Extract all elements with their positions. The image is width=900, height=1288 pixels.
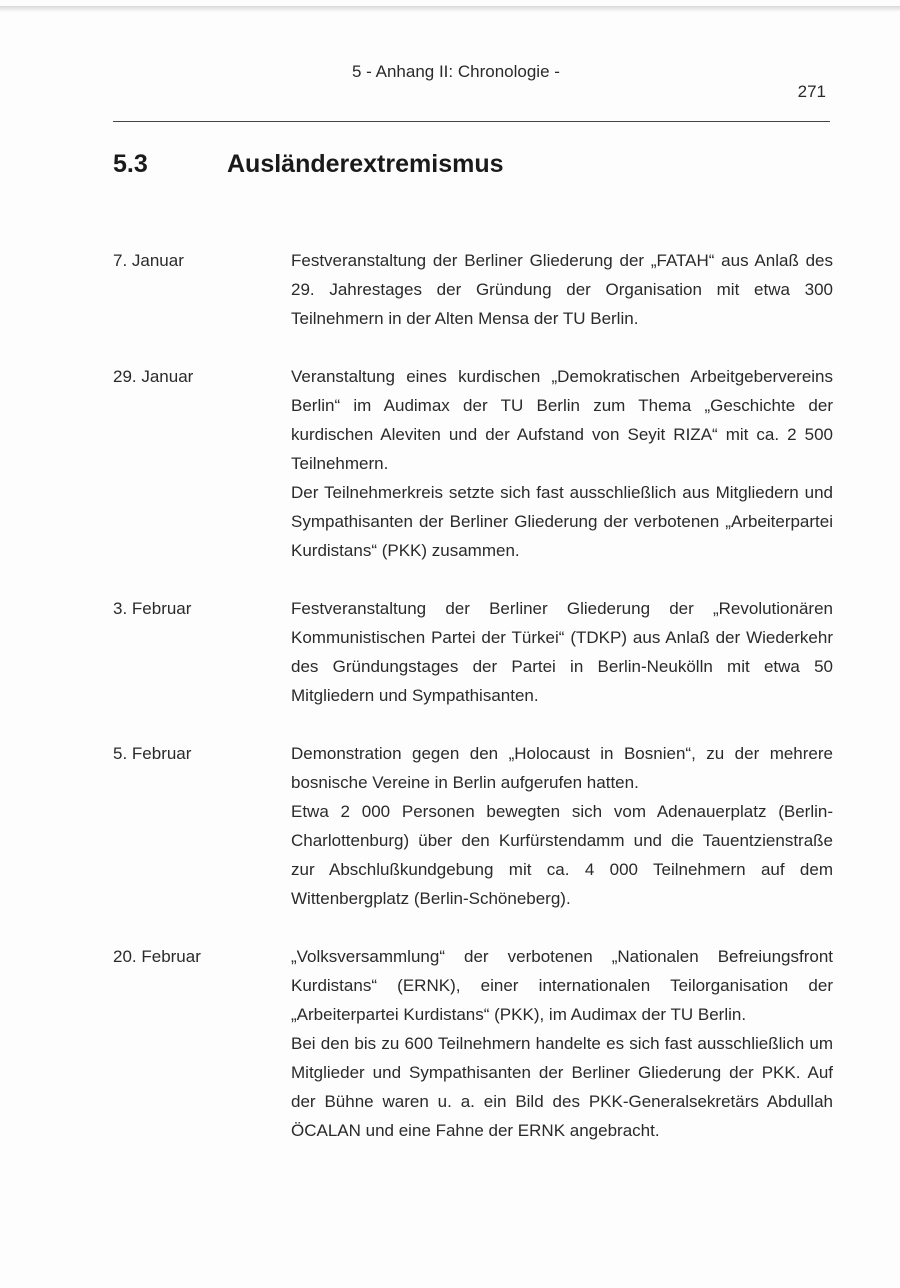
chronology-entry — [113, 594, 833, 710]
entry-date: 20. Februar — [113, 947, 201, 966]
chronology-entry — [113, 362, 833, 565]
entry-body — [291, 942, 833, 1145]
entry-paragraph: „Volksversammlung“ der verbotenen „Nationalen Befreiungsfront Kurdistans“ (ERNK), einer internationalen Teilorganisation der „Arbeiterpartei Kurdistans“ (PKK), im Audimax der TU Berlin. — [291, 947, 833, 1024]
entry-date: 7. Januar — [113, 251, 184, 270]
chronology-entry — [113, 246, 833, 333]
entry-paragraph: Etwa 2 000 Personen bewegten sich vom Adenauerplatz (Berlin-Charlottenburg) über den Kurfürstendamm und die Tauentzienstraße zur Abschlußkundgebung mit ca. 4 000 Teilnehmern auf dem Wittenbergplatz (Berlin-Schöneberg). — [291, 802, 833, 908]
entry-paragraph: Demonstration gegen den „Holocaust in Bosnien“, zu der mehrere bosnische Vereine in Berlin aufgerufen hatten. — [291, 744, 833, 792]
entry-paragraph: Festveranstaltung der Berliner Gliederung der „FATAH“ aus Anlaß des 29. Jahrestages der Gründung der Organisation mit etwa 300 Teilnehmern in der Alten Mensa der TU Berlin. — [291, 251, 833, 328]
header-rule — [113, 121, 830, 122]
entry-date: 29. Januar — [113, 367, 194, 386]
entry-date: 3. Februar — [113, 599, 192, 618]
entry-body — [291, 246, 833, 333]
chronology-entry — [113, 739, 833, 913]
entry-paragraph: Bei den bis zu 600 Teilnehmern handelte es sich fast ausschließlich um Mitglieder und Sympathisanten der Berliner Gliederung der PKK. Auf der Bühne waren u. a. ein Bild des PKK-Generalsekretärs Abdullah ÖCALAN und eine Fahne der ERNK angebracht. — [291, 1034, 833, 1140]
entry-date: 5. Februar — [113, 744, 192, 763]
section-number: 5.3 — [113, 150, 148, 178]
section-title: Ausländerextremismus — [227, 150, 504, 178]
entry-body — [291, 739, 833, 913]
entry-paragraph: Der Teilnehmerkreis setzte sich fast ausschließlich aus Mitgliedern und Sympathisanten der Berliner Gliederung der verbotenen „Arbeiterpartei Kurdistans“ (PKK) zusammen. — [291, 483, 833, 560]
running-head: 5 - Anhang II: Chronologie - — [352, 62, 560, 81]
entry-body — [291, 594, 833, 710]
entry-body — [291, 362, 833, 565]
section-heading — [113, 150, 504, 179]
scan-edge — [0, 6, 900, 12]
entry-paragraph: Festveranstaltung der Berliner Gliederung der „Revolutionären Kommunistischen Partei der Türkei“ (TDKP) aus Anlaß der Wiederkehr des Gründungstages der Partei in Berlin-Neukölln mit etwa 50 Mitgliedern und Sympathisanten. — [291, 599, 833, 705]
chronology-entry — [113, 942, 833, 1145]
page-number: 271 — [797, 82, 826, 101]
chronology-list — [113, 246, 833, 1174]
entry-paragraph: Veranstaltung eines kurdischen „Demokratischen Arbeitgebervereins Berlin“ im Audimax der TU Berlin zum Thema „Geschichte der kurdischen Aleviten und der Aufstand von Seyit RIZA“ mit ca. 2 500 Teilnehmern. — [291, 367, 833, 473]
